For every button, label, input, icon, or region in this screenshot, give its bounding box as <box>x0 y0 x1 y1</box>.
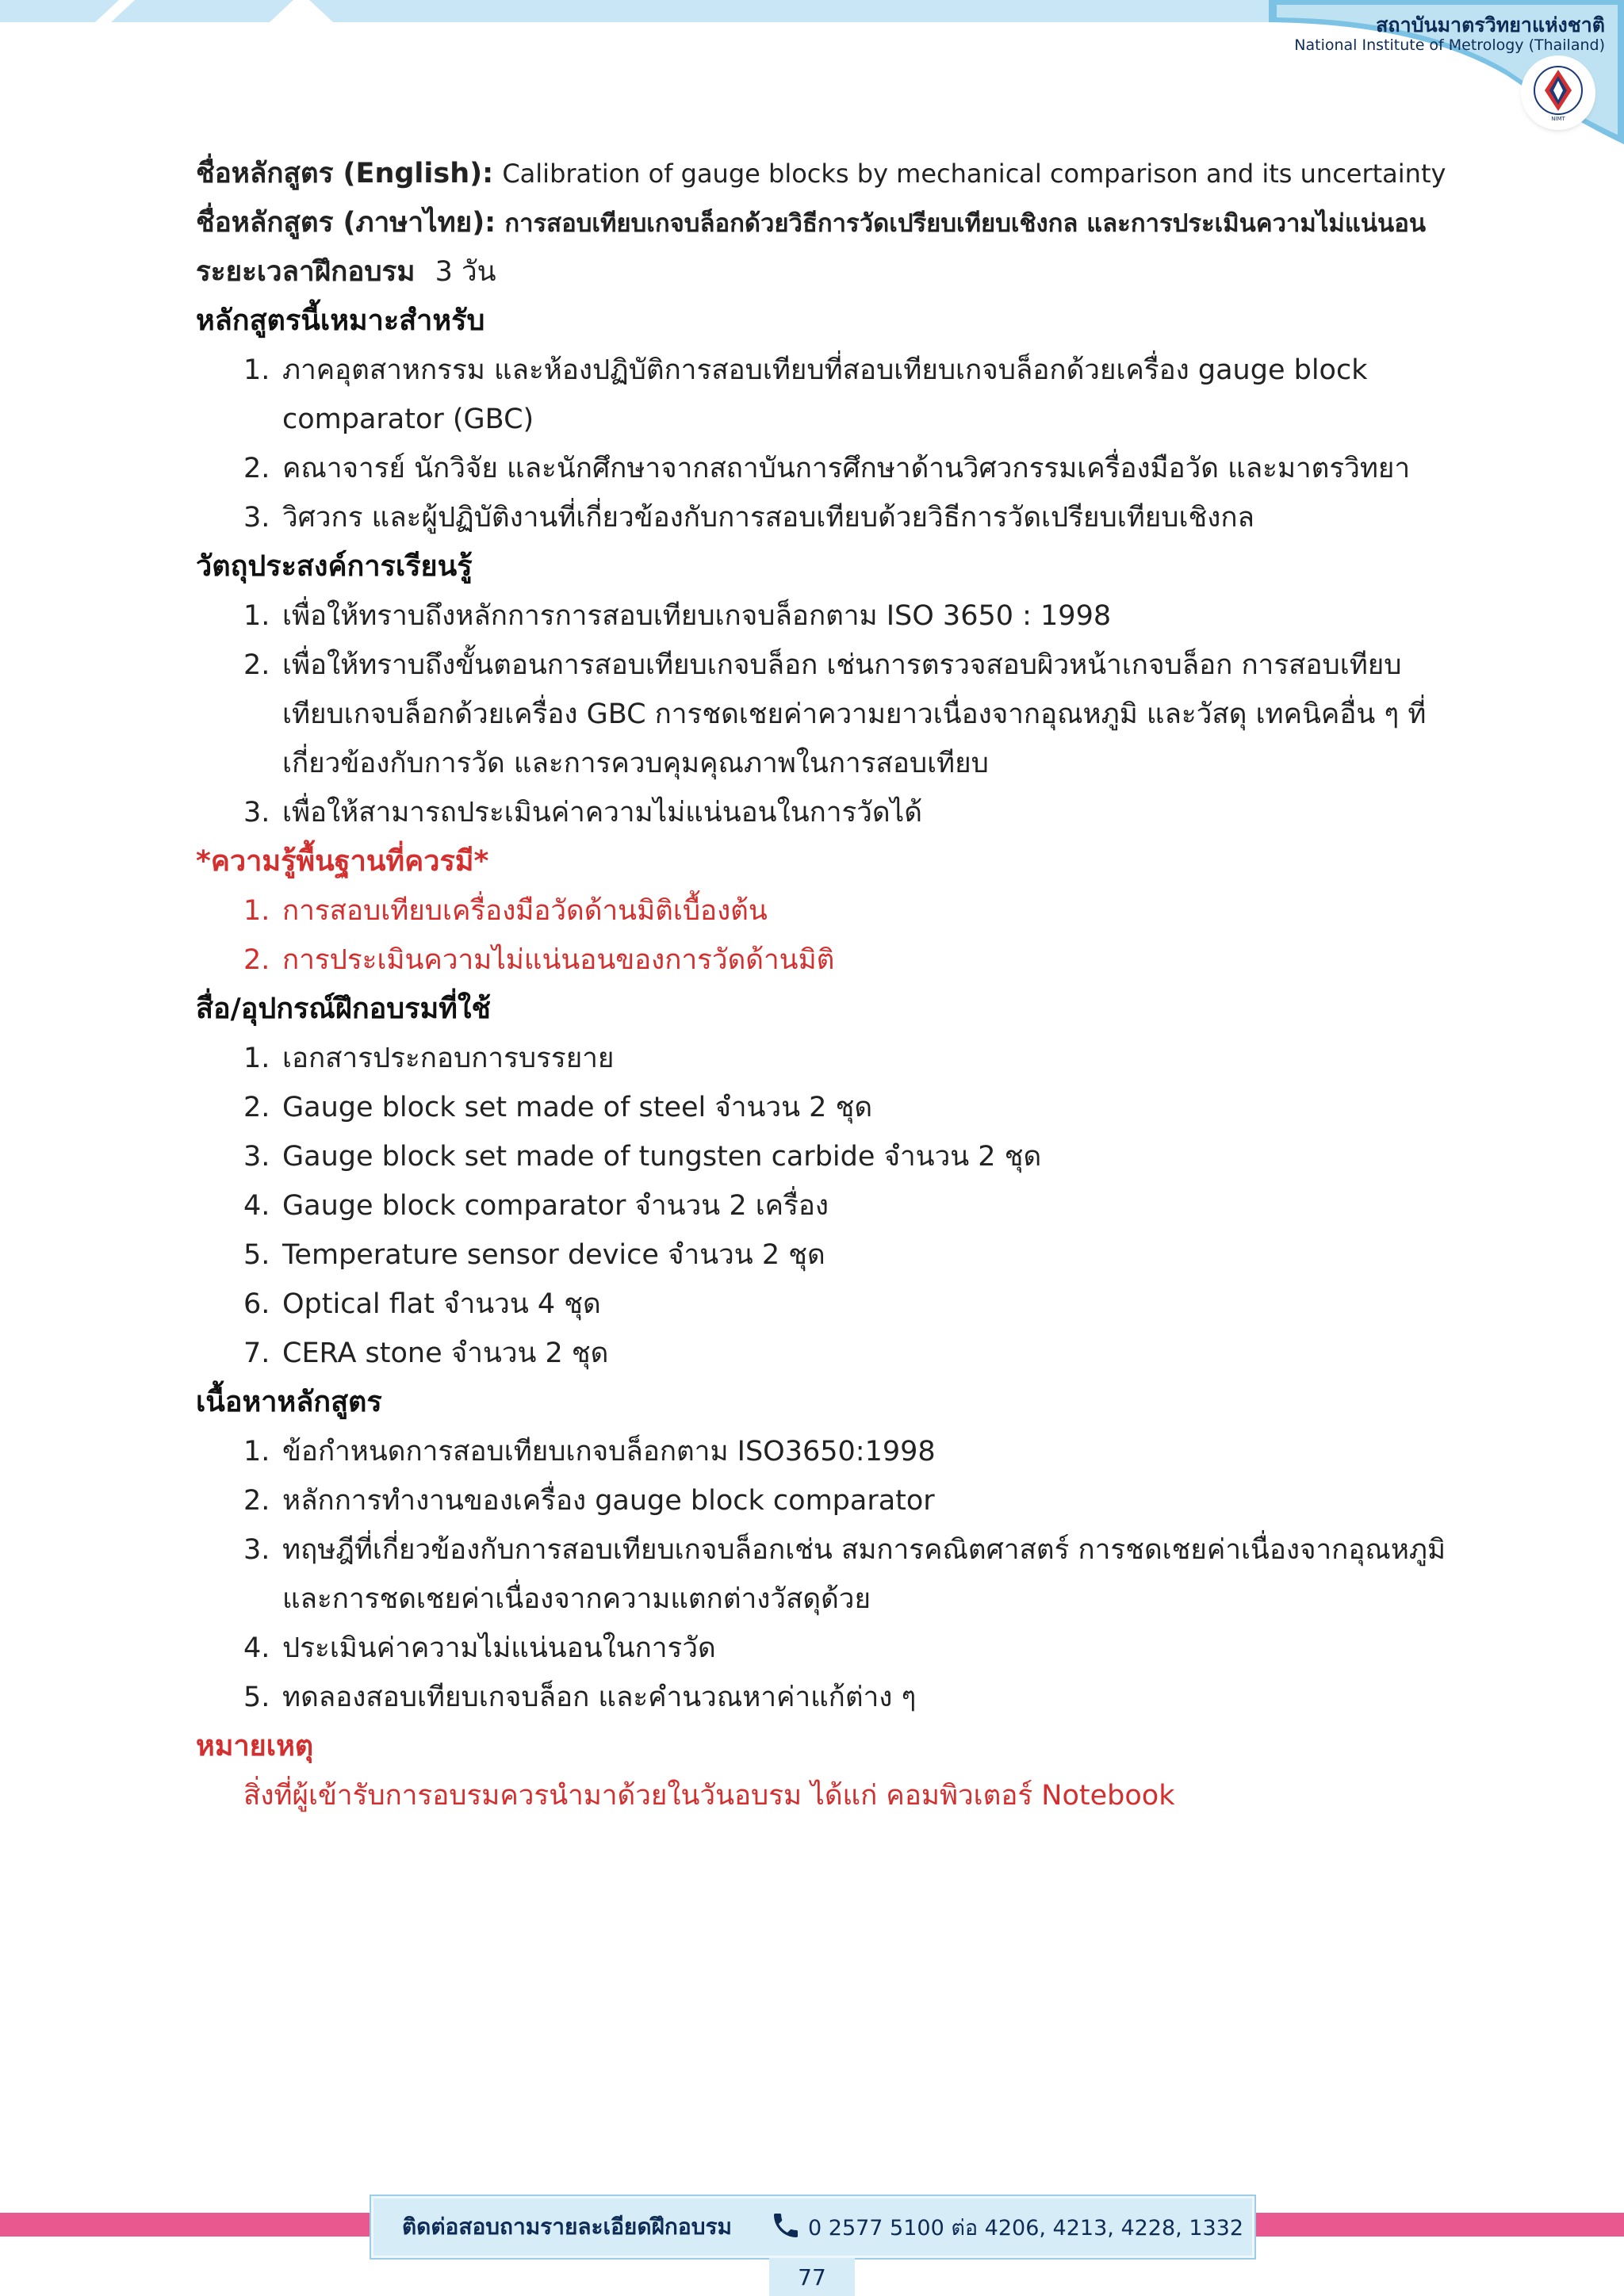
duration-value: 3 วัน <box>435 256 496 288</box>
material-item-text: CERA stone จำนวน 2 ชุด <box>282 1337 609 1369</box>
objective-item-text-continued: เกี่ยวข้องกับการวัด และการควบคุมคุณภาพในการสอบเทียบ <box>282 748 989 779</box>
objective-item-text: เพื่อให้สามารถประเมินค่าความไม่แน่นอนในการวัดได้ <box>282 797 922 828</box>
content-item-number: 3. <box>243 1534 270 1566</box>
material-item-number: 6. <box>243 1288 270 1320</box>
prerequisite-item-number: 1. <box>243 895 270 927</box>
audience-item-number: 2. <box>243 453 270 484</box>
note-text: สิ่งที่ผู้เข้ารับการอบรมควรนำมาด้วยในวันอบรม ได้แก่ คอมพิวเตอร์ Notebook <box>243 1780 1175 1812</box>
content-item-number: 4. <box>243 1632 270 1664</box>
course-name-thai-row <box>196 206 1426 240</box>
material-item-text: Optical flat จำนวน 4 ชุด <box>282 1288 601 1320</box>
content-item-text-continued: และการชดเชยค่าเนื่องจากความแตกต่างวัสดุด้วย <box>282 1583 871 1615</box>
material-item-text: Gauge block set made of steel จำนวน 2 ชุด <box>282 1092 873 1123</box>
material-item-text: Temperature sensor device จำนวน 2 ชุด <box>282 1239 825 1271</box>
audience-item-number: 1. <box>243 354 270 386</box>
material-item-number: 5. <box>243 1239 270 1271</box>
content-item-text: ข้อกำหนดการสอบเทียบเกจบล็อกตาม ISO3650:1998 <box>282 1436 936 1468</box>
prerequisites-heading: *ความรู้พื้นฐานที่ควรมี* <box>196 845 489 878</box>
material-item-number: 1. <box>243 1043 270 1074</box>
objectives-heading: วัตถุประสงค์การเรียนรู้ <box>196 550 473 583</box>
prerequisite-item-number: 2. <box>243 944 270 976</box>
prerequisite-item-text: การสอบเทียบเครื่องมือวัดด้านมิติเบื้องต้น <box>282 895 768 927</box>
course-name-english-row <box>196 157 1446 190</box>
duration-row <box>196 255 496 289</box>
objective-item-text: เพื่อให้ทราบถึงหลักการการสอบเทียบเกจบล็อกตาม ISO 3650 : 1998 <box>282 600 1112 632</box>
course-name-thai-label: ชื่อหลักสูตร (ภาษาไทย): <box>196 207 496 239</box>
institute-name-english: National Institute of Metrology (Thailand) <box>1294 36 1605 54</box>
objective-item-number: 2. <box>243 649 270 681</box>
material-item-number: 7. <box>243 1337 270 1369</box>
institute-name-thai: สถาบันมาตรวิทยาแห่งชาติ <box>1376 13 1605 36</box>
audience-heading: หลักสูตรนี้เหมาะสำหรับ <box>196 304 485 337</box>
page-number-box <box>769 2258 855 2296</box>
content-item-number: 1. <box>243 1436 270 1468</box>
material-item-text: เอกสารประกอบการบรรยาย <box>282 1043 615 1074</box>
objective-item-number: 3. <box>243 797 270 828</box>
audience-item-text: วิศวกร และผู้ปฏิบัติงานที่เกี่ยวข้องกับการสอบเทียบด้วยวิธีการวัดเปรียบเทียบเชิงกล <box>282 502 1254 534</box>
course-name-thai: การสอบเทียบเกจบล็อกด้วยวิธีการวัดเปรียบเทียบเชิงกล และการประเมินความไม่แน่นอน <box>504 209 1427 238</box>
audience-item-number: 3. <box>243 502 270 534</box>
course-name-english-label: ชื่อหลักสูตร (English): <box>196 158 494 189</box>
content-item-text: หลักการทำงานของเครื่อง gauge block comparator <box>282 1485 935 1517</box>
audience-item-text: ภาคอุตสาหกรรม และห้องปฏิบัติการสอบเทียบที่สอบเทียบเกจบล็อกด้วยเครื่อง gauge block <box>282 354 1368 386</box>
duration-label: ระยะเวลาฝึกอบรม <box>196 256 416 288</box>
objective-item-number: 1. <box>243 600 270 632</box>
course-name-english: Calibration of gauge blocks by mechanical comparison and its uncertainty <box>502 159 1446 189</box>
prerequisite-item-text: การประเมินความไม่แน่นอนของการวัดด้านมิติ <box>282 944 835 976</box>
materials-heading: สื่อ/อุปกรณ์ฝึกอบรมที่ใช้ <box>196 993 491 1025</box>
content-item-number: 2. <box>243 1485 270 1517</box>
material-item-number: 2. <box>243 1092 270 1123</box>
content-item-text: ประเมินค่าความไม่แน่นอนในการวัด <box>282 1632 716 1664</box>
material-item-text: Gauge block comparator จำนวน 2 เครื่อง <box>282 1190 829 1222</box>
objective-item-text: เพื่อให้ทราบถึงขั้นตอนการสอบเทียบเกจบล็อก เช่นการตรวจสอบผิวหน้าเกจบล็อก การสอบเทียบ <box>282 649 1402 681</box>
nimt-logo <box>1524 59 1592 127</box>
material-item-number: 4. <box>243 1190 270 1222</box>
content-item-text: ทฤษฎีที่เกี่ยวข้องกับการสอบเทียบเกจบล็อกเช่น สมการคณิตศาสตร์ การชดเชยค่าเนื่องจากอุณหภูมิ <box>282 1534 1446 1566</box>
audience-item-text: คณาจารย์ นักวิจัย และนักศึกษาจากสถาบันการศึกษาด้านวิศวกรรมเครื่องมือวัด และมาตรวิทยา <box>282 453 1411 484</box>
audience-item-text-continued: comparator (GBC) <box>282 404 534 435</box>
contact-box <box>371 2196 1254 2258</box>
content-item-text: ทดลองสอบเทียบเกจบล็อก และคำนวณหาค่าแก้ต่าง ๆ <box>282 1682 917 1713</box>
note-heading: หมายเหตุ <box>196 1730 314 1762</box>
phone-icon <box>770 2208 802 2243</box>
objective-item-text-continued: เทียบเกจบล็อกด้วยเครื่อง GBC การชดเชยค่าความยาวเนื่องจากอุณหภูมิ และวัสดุ เทคนิคอื่น ๆ ที่ <box>282 698 1427 730</box>
page-number: 77 <box>798 2264 826 2290</box>
material-item-text: Gauge block set made of tungsten carbide จำนวน 2 ชุด <box>282 1141 1042 1173</box>
material-item-number: 3. <box>243 1141 270 1173</box>
contact-phone: 0 2577 5100 ต่อ 4206, 4213, 4228, 1332 <box>808 2216 1244 2241</box>
contents-heading: เนื้อหาหลักสูตร <box>196 1386 382 1418</box>
content-item-number: 5. <box>243 1682 270 1713</box>
contact-label: ติดต่อสอบถามรายละเอียดฝึกอบรม <box>402 2214 732 2240</box>
logo-label: NIMT <box>1551 116 1565 122</box>
